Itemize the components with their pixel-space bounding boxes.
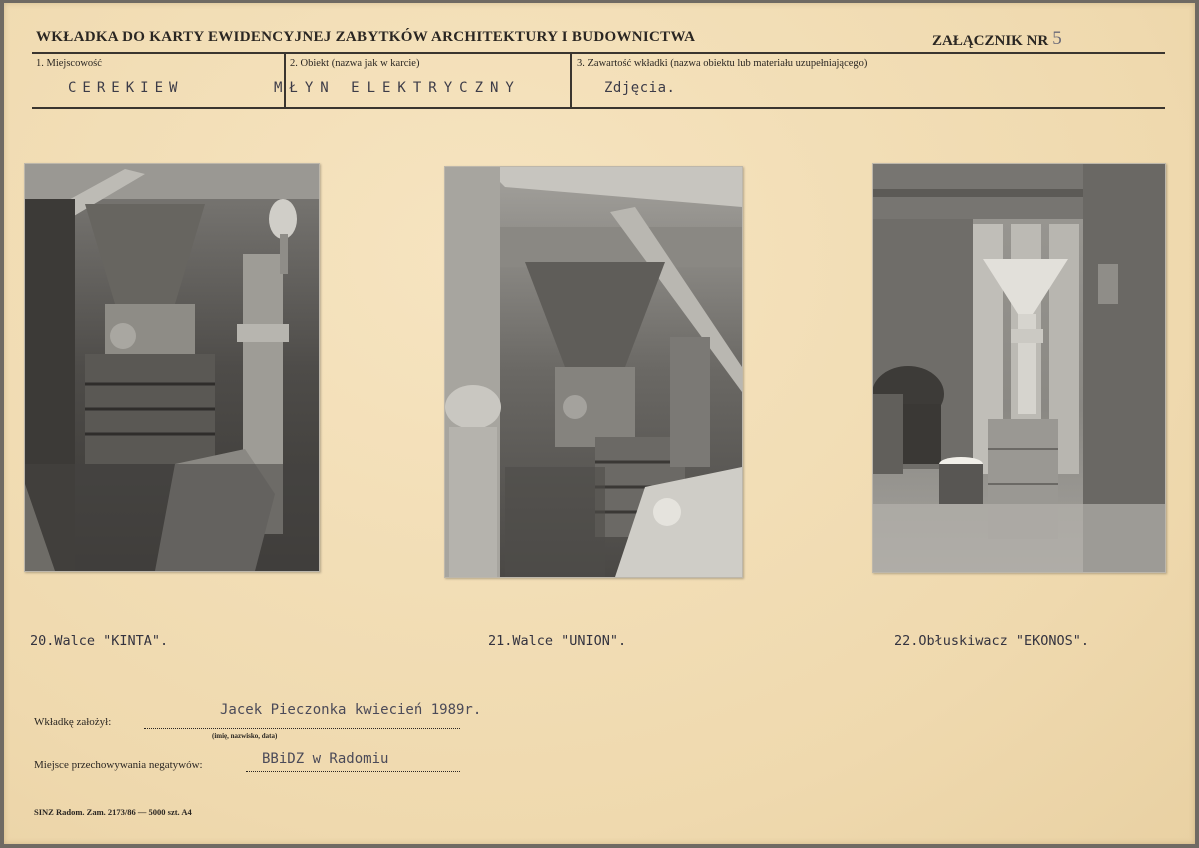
caption-photo-22: 22.Obłuskiwacz "EKONOS".	[894, 633, 1090, 649]
photo-rollers-union	[444, 166, 743, 578]
created-by-line	[144, 728, 460, 729]
storage-line	[246, 771, 460, 772]
photo-rollers-kinta-image	[25, 164, 319, 571]
field-label-locality: 1. Miejscowość	[36, 58, 102, 69]
inventory-card-insert	[4, 3, 1195, 844]
bottom-rule	[32, 107, 1165, 109]
field-value-locality: CEREKIEW	[68, 80, 184, 96]
field-label-contents: 3. Zawartość wkładki (nazwa obiektu lub materiału uzupełniającego)	[577, 58, 868, 69]
photo-huller-ekonos-image	[873, 164, 1165, 572]
photo-rollers-kinta	[24, 163, 320, 572]
created-by-hint: (imię, nazwisko, data)	[212, 732, 278, 740]
field-value-object: MŁYN ELEKTRYCZNY	[274, 80, 521, 96]
storage-value: BBiDZ w Radomiu	[262, 751, 389, 767]
annex-label	[932, 29, 1062, 51]
photo-rollers-union-image	[445, 167, 742, 577]
top-rule	[32, 52, 1165, 54]
print-info: SINZ Radom. Zam. 2173/86 — 5000 szt. A4	[34, 807, 192, 817]
field-label-object: 2. Obiekt (nazwa jak w karcie)	[290, 58, 420, 69]
caption-photo-20: 20.Walce "KINTA".	[30, 633, 169, 649]
form-title: WKŁADKA DO KARTY EWIDENCYJNEJ ZABYTKÓW ARCHITEKTURY I BUDOWNICTWA	[36, 29, 696, 45]
created-by-value: Jacek Pieczonka kwiecień 1989r.	[220, 702, 482, 718]
field-value-contents: Zdjęcia.	[604, 80, 676, 96]
annex-label-text: ZAŁĄCZNIK NR	[932, 33, 1049, 49]
storage-label: Miejsce przechowywania negatywów:	[34, 759, 203, 771]
annex-number: 5	[1052, 28, 1062, 49]
created-by-label: Wkładkę założył:	[34, 716, 112, 728]
photo-huller-ekonos	[872, 163, 1166, 573]
field-divider-2	[570, 52, 572, 108]
caption-photo-21: 21.Walce "UNION".	[488, 633, 627, 649]
